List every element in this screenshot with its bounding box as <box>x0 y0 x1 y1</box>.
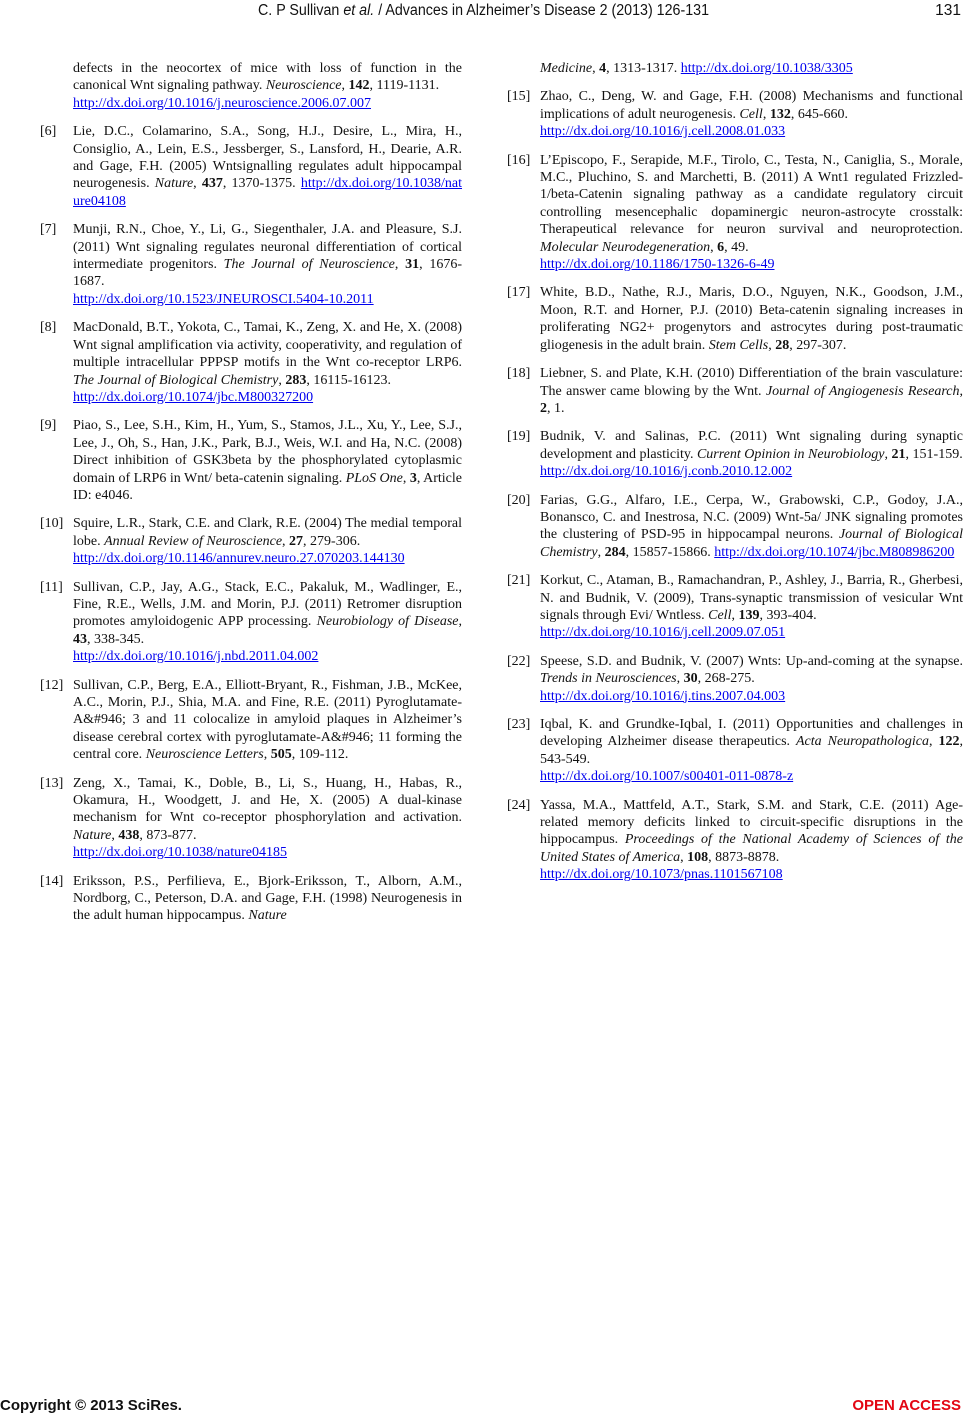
volume-number: 28 <box>775 337 790 353</box>
header-et-al: et al. <box>343 2 375 19</box>
header-title <box>39 2 929 20</box>
reference-text: Zeng, X., Tamai, K., Doble, B., Li, S., Huang, H., Habas, R., Okamura, H., Woodgett, J. and He, X. (2005) A dual-kinase mechanism for Wnt co-receptor phosphorylation and activation. <box>73 775 462 826</box>
right-column-references <box>507 60 963 895</box>
doi-link[interactable]: http://dx.doi.org/10.1016/j.nbd.2011.04.002 <box>73 649 319 665</box>
reference-text: , 338-345. <box>87 631 145 647</box>
reference-text: Sullivan, C.P., Jay, A.G., Stack, E.C., Pakaluk, M., Wadlinger, E., Fine, R.E., Wells, J.M. and Morin, P.J. (2011) Retromer disruption promotes amyloidogenic APP processing. <box>73 579 462 630</box>
reference-number: [21] <box>507 573 531 589</box>
journal-title: The Journal of Neuroscience <box>223 257 395 273</box>
reference-entry <box>40 775 462 862</box>
volume-number: 283 <box>285 372 307 388</box>
reference-number: [19] <box>507 429 531 445</box>
reference-number: [23] <box>507 717 531 732</box>
reference-text: , <box>731 607 739 623</box>
journal-title: Neuroscience Letters <box>145 747 264 763</box>
journal-title: Stem Cells <box>708 337 769 353</box>
reference-entry <box>507 716 963 786</box>
reference-text: , <box>768 337 776 353</box>
volume-number: 437 <box>201 176 223 192</box>
reference-text: , 151-159. <box>905 446 963 462</box>
reference-text: , 1313-1317. <box>606 61 681 76</box>
volume-number: 438 <box>118 827 140 843</box>
volume-number: 4 <box>599 61 607 76</box>
running-header <box>0 2 967 26</box>
journal-title: Journal of Biological Chemistry <box>540 527 964 560</box>
doi-link[interactable]: http://dx.doi.org/10.1007/s00401-011-0878-z <box>540 769 794 785</box>
page-number: 131 <box>935 2 961 19</box>
doi-link[interactable]: http://dx.doi.org/10.1016/j.tins.2007.04.003 <box>540 688 786 704</box>
doi-link[interactable]: http://dx.doi.org/10.1074/jbc.M808986200 <box>714 544 955 560</box>
volume-number: 142 <box>348 78 370 94</box>
reference-number: [8] <box>40 320 57 336</box>
reference-number: [13] <box>40 775 64 791</box>
reference-text: , 1. <box>547 400 565 416</box>
reference-text: , 109-112. <box>291 747 349 763</box>
reference-number: [15] <box>507 89 531 105</box>
reference-text: , <box>193 176 202 192</box>
reference-text: , 873-877. <box>139 827 197 843</box>
reference-text: , 393-404. <box>759 607 817 623</box>
reference-number: [18] <box>507 366 531 382</box>
reference-text: White, B.D., Nathe, R.J., Maris, D.O., Nguyen, N.K., Goodson, J.M., Moon, R.T. and Horner, P.J. (2010) Beta-catenin signaling increases in proliferating NG2+ progenytors and astrocytes during post-traumatic gliogenesis in the adult brain. <box>540 285 963 353</box>
reference-text: , <box>710 239 718 255</box>
journal-title: Acta Neuropathologica <box>796 734 929 750</box>
volume-number: 108 <box>687 849 709 865</box>
reference-text: , <box>402 470 410 486</box>
reference-entry <box>507 152 963 274</box>
reference-number: [20] <box>507 492 531 508</box>
header-authors: C. P Sullivan <box>257 2 344 19</box>
volume-number: 505 <box>270 747 292 763</box>
journal-title: Journal of Angiogenesis Research <box>765 383 960 399</box>
reference-number: [12] <box>40 677 64 693</box>
journal-title: Neuroscience <box>265 78 342 94</box>
reference-text: , <box>111 827 119 843</box>
reference-text: , <box>929 734 939 750</box>
journal-title: PLoS One <box>345 470 403 486</box>
journal-title: The Journal of Biological Chemistry <box>73 372 279 388</box>
journal-title: Nature <box>73 827 112 843</box>
volume-number: 132 <box>769 106 791 122</box>
volume-number: 122 <box>938 734 960 750</box>
reference-text: Farias, G.G., Alfaro, I.E., Cerpa, W., Grabowski, C.P., Godoy, J.A., Bonansco, C. and Inestrosa, N.C. (2009) Wnt-5a/ JNK signaling promotes the clustering of PSD-95 in hippocampal neurons. <box>540 492 963 543</box>
reference-entry <box>40 123 462 210</box>
journal-title: Annual Review of Neuroscience <box>104 533 283 549</box>
journal-title: Medicine <box>540 61 593 76</box>
reference-text: Lie, D.C., Colamarino, S.A., Song, H.J., Desire, L., Mira, H., Consiglio, A., Lein, E.S., Jessberger, S., Lansford, H., Dearie, A.R. and Gage, F.H. (2005) Wntsignalling regulates adult hippocampal neurogenesis. <box>73 124 462 192</box>
reference-text: , 16115-16123. <box>306 372 391 388</box>
journal-title: Nature <box>248 908 287 924</box>
reference-text: Sullivan, C.P., Berg, E.A., Elliott-Bryant, R., Fishman, J.B., McKee, A.C., Morin, P.J., Shia, M.A. and Fine, R.E. (2011) Pyroglutamate-A&#946; 3 and 11 colocalize in amyloid plaques in Alzheimer’s disease cerebral cortex with pyroglutamate-A&#946; 11 forming the central core. <box>73 677 462 763</box>
reference-entry <box>40 677 462 764</box>
volume-number: 21 <box>891 446 906 462</box>
reference-text: , <box>884 446 892 462</box>
reference-text: , <box>458 614 462 630</box>
doi-link[interactable]: http://dx.doi.org/10.1016/j.neuroscience.2006.07.007 <box>73 95 371 111</box>
reference-text: Yassa, M.A., Mattfeld, A.T., Stark, S.M. and Stark, C.E. (2011) Age-related memory deficits linked to circuit-specific disruptions in the hippocampus. <box>540 797 963 848</box>
reference-entry <box>40 873 462 925</box>
volume-number: 284 <box>604 544 626 560</box>
volume-number: 3 <box>409 470 417 486</box>
volume-number: 27 <box>289 533 304 549</box>
reference-text: , <box>762 106 770 122</box>
reference-number: [14] <box>40 873 64 889</box>
journal-title: Trends in Neurosciences <box>540 671 677 687</box>
volume-number: 6 <box>717 239 725 255</box>
open-access-label: OPEN ACCESS <box>852 1397 961 1414</box>
reference-text: , 1676-1687. <box>73 257 462 290</box>
doi-link[interactable]: http://dx.doi.org/10.1186/1750-1326-6-49 <box>540 257 775 273</box>
reference-number: [7] <box>40 222 57 238</box>
reference-entry <box>40 579 462 666</box>
reference-text: , <box>278 372 286 388</box>
reference-entry <box>507 284 963 354</box>
reference-text: , <box>341 78 349 94</box>
reference-number: [6] <box>40 124 57 140</box>
reference-entry <box>507 572 963 642</box>
reference-text: , <box>592 61 600 76</box>
reference-entry <box>507 88 963 140</box>
reference-entry <box>507 492 963 562</box>
left-column-references <box>40 60 462 936</box>
journal-title: Neurobiology of Disease <box>316 614 459 630</box>
doi-link[interactable]: http://dx.doi.org/10.1016/j.cell.2008.01.033 <box>540 124 786 140</box>
doi-link[interactable]: http://dx.doi.org/10.1074/jbc.M800327200 <box>73 389 314 405</box>
reference-text: Iqbal, K. and Grundke-Iqbal, I. (2011) Opportunities and challenges in developing Alzheimer disease therapeutics. <box>540 717 963 750</box>
journal-title: Cell <box>708 607 732 623</box>
reference-entry <box>507 797 963 884</box>
volume-number: 31 <box>405 257 420 273</box>
reference-entry <box>40 319 462 406</box>
doi-link[interactable]: http://dx.doi.org/10.1038/3305 <box>680 61 853 76</box>
reference-text: Piao, S., Lee, S.H., Kim, H., Yum, S., Stamos, J.L., Xu, Y., Lee, S.J., Lee, J., Oh, S., Han, J.K., Park, B.J., Weis, W.I. and Ha, N.C. (2008) Direct inhibition of GSK3beta by the phosphorylated cytoplasmic domain of LRP6 in Wnt/ beta-catenin signaling. <box>73 418 462 486</box>
reference-number: [11] <box>40 579 63 595</box>
reference-text: Liebner, S. and Plate, K.H. (2010) Differentiation of the brain vasculature: The answer came blowing by the Wnt. <box>540 366 963 399</box>
journal-title: Cell <box>739 106 763 122</box>
reference-text: Zhao, C., Deng, W. and Gage, F.H. (2008) Mechanisms and functional implications of adult neurogenesis. <box>540 89 963 122</box>
reference-number: [24] <box>507 797 531 813</box>
reference-text: , 543-549. <box>540 734 963 767</box>
reference-text: , 297-307. <box>789 337 847 353</box>
journal-title: Nature <box>154 176 194 192</box>
copyright-notice: Copyright © 2013 SciRes. <box>0 1397 182 1414</box>
doi-link[interactable]: http://dx.doi.org/10.1016/j.cell.2009.07.051 <box>540 625 786 641</box>
reference-text: , Article ID: e4046. <box>73 470 463 503</box>
reference-text: , <box>263 747 271 763</box>
reference-text: defects in the neocortex of mice with loss of function in the canonical Wnt signaling pathway. <box>73 61 462 94</box>
doi-link[interactable]: http://dx.doi.org/10.1073/pnas.1101567108 <box>540 867 783 883</box>
reference-entry <box>507 653 963 705</box>
doi-link[interactable]: http://dx.doi.org/10.1038/nature04108 <box>73 176 463 209</box>
reference-text: , 8873-8878. <box>708 849 780 865</box>
reference-entry <box>507 365 963 417</box>
doi-link[interactable]: http://dx.doi.org/10.1523/JNEUROSCI.5404-10.2011 <box>73 291 374 307</box>
reference-text: , <box>394 257 406 273</box>
volume-number: 30 <box>683 671 698 687</box>
volume-number: 43 <box>73 631 87 647</box>
reference-text: Munji, R.N., Choe, Y., Li, G., Siegenthaler, J.A. and Pleasure, S.J. (2011) Wnt signaling regulates neuronal differentiation of cortical intermediate progenitors. <box>73 222 462 273</box>
reference-text: , <box>282 533 290 549</box>
reference-number: [9] <box>40 418 57 434</box>
reference-text: , <box>680 849 688 865</box>
reference-number: [16] <box>507 152 531 168</box>
reference-text: , 279-306. <box>303 533 361 549</box>
reference-text: Korkut, C., Ataman, B., Ramachandran, P., Ashley, J., Barria, R., Gherbesi, N. and Budnik, V. (2009), Trans-synaptic transmission of vesicular Wnt signals through Evi/ Wntless. <box>540 573 963 623</box>
header-journal: / Advances in Alzheimer’s Disease 2 (2013) 126-131 <box>374 2 710 19</box>
volume-number: 139 <box>738 607 760 623</box>
reference-text: , 15857-15866. <box>625 544 715 560</box>
reference-text: , <box>959 383 963 399</box>
reference-text: , 1119-1131. <box>369 78 440 94</box>
reference-continuation <box>507 60 963 77</box>
reference-text: MacDonald, B.T., Yokota, C., Tamai, K., Zeng, X. and He, X. (2008) Wnt signal amplification via activity, cooperativity, and regulation of multiple intracellular PPPSP motifs in the Wnt co-receptor LRP6. <box>73 320 462 371</box>
reference-entry <box>40 221 462 308</box>
doi-link[interactable]: http://dx.doi.org/10.1038/nature04185 <box>73 845 288 861</box>
reference-number: [10] <box>40 516 64 532</box>
reference-text: Eriksson, P.S., Perfilieva, E., Bjork-Eriksson, T., Alborn, A.M., Nordborg, C., Peterson, D.A. and Gage, F.H. (1998) Neurogenesis in the adult human hippocampus. <box>73 873 462 924</box>
reference-text: , <box>597 544 605 560</box>
reference-text: , 645-660. <box>790 106 848 122</box>
doi-link[interactable]: http://dx.doi.org/10.1016/j.conb.2010.12.002 <box>540 464 793 480</box>
volume-number: 2 <box>540 400 547 416</box>
reference-text: L’Episcopo, F., Serapide, M.F., Tirolo, C., Testa, N., Caniglia, S., Morale, M.C., Pluchino, S. and Marchetti, B. (2011) A Wnt1 regulated Frizzled-1/beta-Catenin signaling pathway as a candidate regulatory circuit controlling mesencephalic dopaminergic neuron-astrocyte crosstalk: Therapeutical relevance for neuron survival and neuroprotection. <box>540 152 963 238</box>
journal-title: Current Opinion in Neurobiology <box>696 446 885 462</box>
reference-entry <box>40 417 462 504</box>
reference-text: , 49. <box>724 239 749 255</box>
reference-text: Speese, S.D. and Budnik, V. (2007) Wnts: Up-and-coming at the synapse. <box>540 653 963 669</box>
reference-text: , 268-275. <box>697 671 755 687</box>
reference-entry <box>507 428 963 480</box>
reference-text: Squire, L.R., Stark, C.E. and Clark, R.E. (2004) The medial temporal lobe. <box>73 516 462 549</box>
reference-entry <box>40 515 462 567</box>
doi-link[interactable]: http://dx.doi.org/10.1146/annurev.neuro.27.070203.144130 <box>73 551 405 567</box>
reference-text: , <box>676 671 684 687</box>
journal-title: Molecular Neurodegeneration <box>540 239 711 255</box>
reference-number: [17] <box>507 285 531 301</box>
reference-text: , 1370-1375. <box>222 176 301 192</box>
reference-continuation <box>40 60 462 112</box>
journal-title: Proceedings of the National Academy of Sciences of the United States of America <box>540 832 964 865</box>
reference-text: Budnik, V. and Salinas, P.C. (2011) Wnt signaling during synaptic development and plasticity. <box>540 429 963 462</box>
reference-number: [22] <box>507 653 531 669</box>
